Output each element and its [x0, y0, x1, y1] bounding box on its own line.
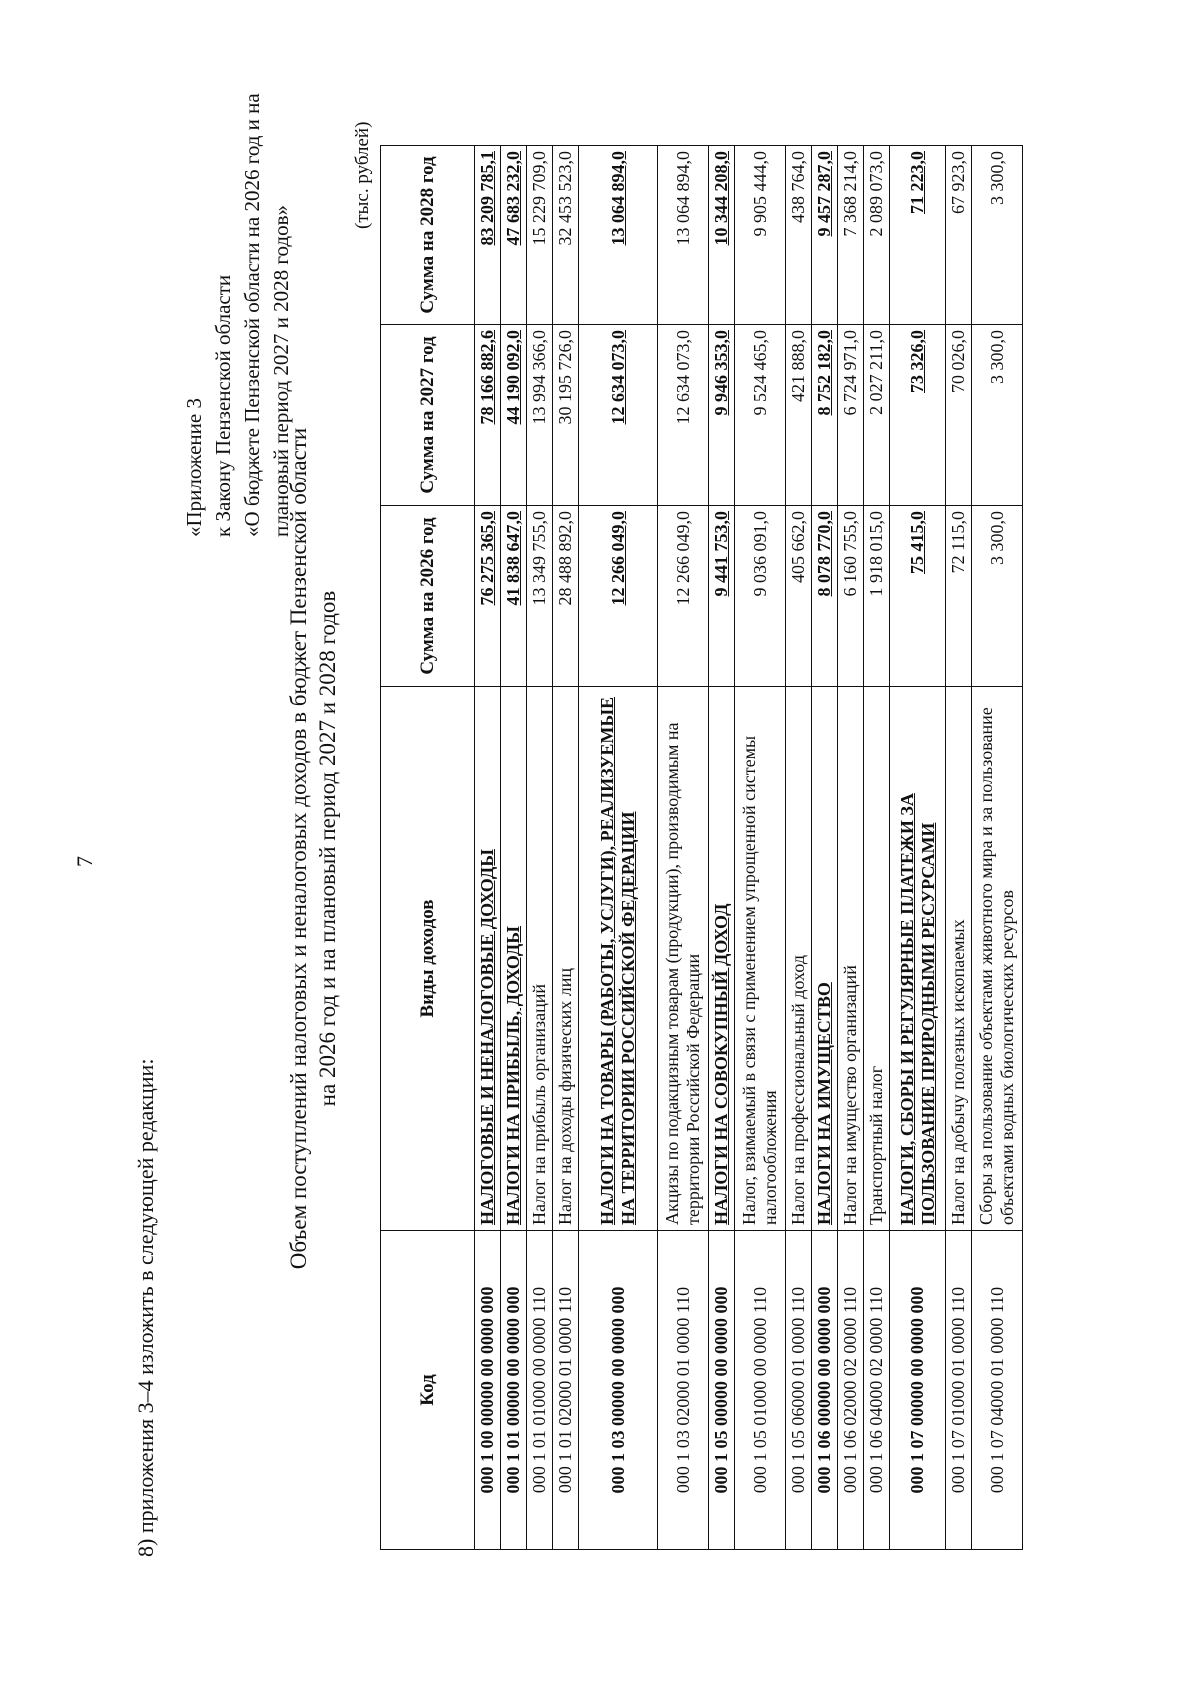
- header-name: Виды доходов: [381, 687, 475, 1231]
- table-row: [527, 146, 553, 1550]
- code-cell: 000 1 01 01000 00 0000 110: [527, 1231, 553, 1550]
- name-cell: НАЛОГИ НА СОВОКУПНЫЙ ДОХОД: [709, 687, 735, 1231]
- amount-2026-cell: 405 662,0: [786, 506, 812, 687]
- code-cell: 000 1 05 00000 00 0000 000: [709, 1231, 735, 1550]
- amount-2028-cell: 47 683 232,0: [501, 146, 527, 325]
- name-cell: Налог на добычу полезных ископаемых: [946, 687, 972, 1231]
- name-cell: Налог на имущество организаций: [838, 687, 864, 1231]
- name-cell: НАЛОГОВЫЕ И НЕНАЛОГОВЫЕ ДОХОДЫ: [475, 687, 501, 1231]
- code-cell: 000 1 07 00000 00 0000 000: [890, 1231, 946, 1550]
- amount-2028-cell: 9 905 444,0: [735, 146, 786, 325]
- page-number: 7: [72, 856, 97, 867]
- amount-2028-cell: 438 764,0: [786, 146, 812, 325]
- amount-2026-cell: 8 078 770,0: [812, 506, 838, 687]
- code-cell: 000 1 05 01000 00 0000 110: [735, 1231, 786, 1550]
- header-code: Код: [381, 1231, 475, 1550]
- table-row: [864, 146, 890, 1550]
- amount-2028-cell: 15 229 709,0: [527, 146, 553, 325]
- amount-2026-cell: 76 275 365,0: [475, 506, 501, 687]
- table-row: [475, 146, 501, 1550]
- amount-2026-cell: 3 300,0: [972, 506, 1023, 687]
- code-cell: 000 1 03 00000 00 0000 000: [579, 1231, 658, 1550]
- amount-2026-cell: 75 415,0: [890, 506, 946, 687]
- table-row: [709, 146, 735, 1550]
- code-cell: 000 1 05 06000 01 0000 110: [786, 1231, 812, 1550]
- amount-2026-cell: 72 115,0: [946, 506, 972, 687]
- amount-2027-cell: 6 724 971,0: [838, 325, 864, 506]
- amount-2028-cell: 13 064 894,0: [579, 146, 658, 325]
- table-row: [786, 146, 812, 1550]
- appendix-line: «О бюджете Пензенской области на 2026 год и на: [240, 93, 264, 537]
- name-cell: НАЛОГИ НА ИМУЩЕСТВО: [812, 687, 838, 1231]
- amount-2027-cell: 421 888,0: [786, 325, 812, 506]
- table-row: [658, 146, 709, 1550]
- appendix-line: к Закону Пензенской области: [211, 274, 235, 537]
- amount-2028-cell: 7 368 214,0: [838, 146, 864, 325]
- name-cell: Налог на профессиональный доход: [786, 687, 812, 1231]
- amount-2026-cell: 9 036 091,0: [735, 506, 786, 687]
- amount-2027-cell: 12 634 073,0: [658, 325, 709, 506]
- amount-2028-cell: 71 223,0: [890, 146, 946, 325]
- name-cell: Сборы за пользование объектами животного мира и за пользование объектами водных биологических ресурсов: [972, 687, 1023, 1231]
- table-row: [972, 146, 1023, 1550]
- appendix-line: «Приложение 3: [182, 398, 206, 537]
- code-cell: 000 1 07 01000 01 0000 110: [946, 1231, 972, 1550]
- amount-2026-cell: 13 349 755,0: [527, 506, 553, 687]
- code-cell: 000 1 07 04000 01 0000 110: [972, 1231, 1023, 1550]
- name-cell: Налог на доходы физических лиц: [553, 687, 579, 1231]
- amount-2026-cell: 1 918 015,0: [864, 506, 890, 687]
- table-row: [890, 146, 946, 1550]
- table-row: [812, 146, 838, 1550]
- amount-2028-cell: 10 344 208,0: [709, 146, 735, 325]
- name-cell: Налог, взимаемый в связи с применением упрощенной системы налогообложения: [735, 687, 786, 1231]
- document-title: [284, 0, 342, 1697]
- name-cell: Транспортный налог: [864, 687, 890, 1231]
- amount-2027-cell: 78 166 882,6: [475, 325, 501, 506]
- amount-2027-cell: 13 994 366,0: [527, 325, 553, 506]
- code-cell: 000 1 06 00000 00 0000 000: [812, 1231, 838, 1550]
- appendix-heading: [180, 93, 296, 537]
- revenue-table: [380, 145, 1023, 1550]
- code-cell: 000 1 01 00000 00 0000 000: [501, 1231, 527, 1550]
- intro-text: 8) приложения 3–4 изложить в следующей редакции:: [133, 1058, 158, 1557]
- table-header-row: [381, 146, 475, 1550]
- code-cell: 000 1 01 02000 01 0000 110: [553, 1231, 579, 1550]
- amount-2027-cell: 70 026,0: [946, 325, 972, 506]
- name-cell: Акцизы по подакцизным товарам (продукции), производимым на территории Российской Федерации: [658, 687, 709, 1231]
- amount-2027-cell: 2 027 211,0: [864, 325, 890, 506]
- amount-2027-cell: 73 326,0: [890, 325, 946, 506]
- amount-2028-cell: 9 457 287,0: [812, 146, 838, 325]
- amount-2026-cell: 41 838 647,0: [501, 506, 527, 687]
- name-cell: НАЛОГИ НА ПРИБЫЛЬ, ДОХОДЫ: [501, 687, 527, 1231]
- title-line: на 2026 год и на плановый период 2027 и 2028 годов: [315, 590, 340, 1107]
- name-cell: Налог на прибыль организаций: [527, 687, 553, 1231]
- title-line: Объем поступлений налоговых и неналоговых доходов в бюджет Пензенской области: [286, 427, 311, 1270]
- table-row: [946, 146, 972, 1550]
- amount-2028-cell: 13 064 894,0: [658, 146, 709, 325]
- amount-2026-cell: 28 488 892,0: [553, 506, 579, 687]
- code-cell: 000 1 06 04000 02 0000 110: [864, 1231, 890, 1550]
- code-cell: 000 1 06 02000 02 0000 110: [838, 1231, 864, 1550]
- amount-2028-cell: 3 300,0: [972, 146, 1023, 325]
- amount-2028-cell: 32 453 523,0: [553, 146, 579, 325]
- table-row: [579, 146, 658, 1550]
- header-2026: Сумма на 2026 год: [381, 506, 475, 687]
- table-row: [501, 146, 527, 1550]
- amount-2027-cell: 8 752 182,0: [812, 325, 838, 506]
- amount-2026-cell: 9 441 753,0: [709, 506, 735, 687]
- amount-2027-cell: 44 190 092,0: [501, 325, 527, 506]
- units-label: (тыс. рублей): [352, 121, 373, 229]
- code-cell: 000 1 03 02000 01 0000 110: [658, 1231, 709, 1550]
- amount-2028-cell: 67 923,0: [946, 146, 972, 325]
- header-2027: Сумма на 2027 год: [381, 325, 475, 506]
- amount-2027-cell: 9 946 353,0: [709, 325, 735, 506]
- table-row: [735, 146, 786, 1550]
- code-cell: 000 1 00 00000 00 0000 000: [475, 1231, 501, 1550]
- name-cell: НАЛОГИ, СБОРЫ И РЕГУЛЯРНЫЕ ПЛАТЕЖИ ЗА ПОЛЬЗОВАНИЕ ПРИРОДНЫМИ РЕСУРСАМИ: [890, 687, 946, 1231]
- amount-2028-cell: 2 089 073,0: [864, 146, 890, 325]
- amount-2027-cell: 30 195 726,0: [553, 325, 579, 506]
- table-row: [838, 146, 864, 1550]
- table-row: [553, 146, 579, 1550]
- header-2028: Сумма на 2028 год: [381, 146, 475, 325]
- amount-2026-cell: 6 160 755,0: [838, 506, 864, 687]
- amount-2027-cell: 3 300,0: [972, 325, 1023, 506]
- name-cell: НАЛОГИ НА ТОВАРЫ (РАБОТЫ, УСЛУГИ), РЕАЛИЗУЕМЫЕ НА ТЕРРИТОРИИ РОССИЙСКОЙ ФЕДЕРАЦИИ: [579, 687, 658, 1231]
- amount-2026-cell: 12 266 049,0: [658, 506, 709, 687]
- amount-2028-cell: 83 209 785,1: [475, 146, 501, 325]
- amount-2027-cell: 12 634 073,0: [579, 325, 658, 506]
- appendix-line: плановый период 2027 и 2028 годов»: [269, 205, 293, 537]
- amount-2027-cell: 9 524 465,0: [735, 325, 786, 506]
- amount-2026-cell: 12 266 049,0: [579, 506, 658, 687]
